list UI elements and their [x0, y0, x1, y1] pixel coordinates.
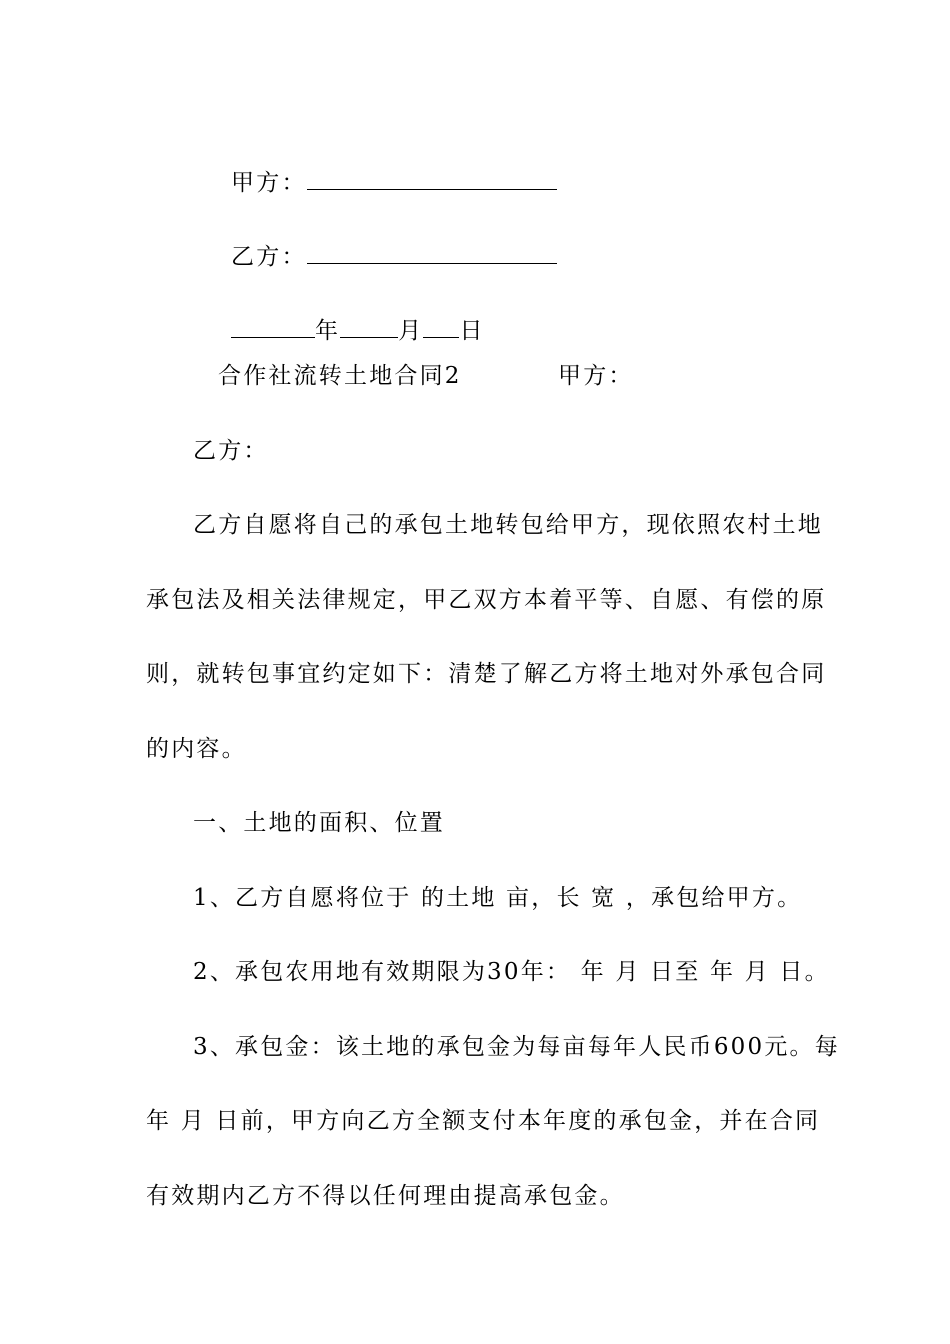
party-b-label: 乙方： — [231, 244, 307, 270]
section-heading: 一、土地的面积、位置 — [193, 810, 445, 836]
clause-2: 2、承包农用地有效期限为30年： 年 月 日至 年 月 日。 — [193, 959, 830, 985]
contract-party-b: 乙方： — [193, 438, 269, 464]
contract-title: 合作社流转土地合同2 — [218, 363, 462, 389]
party-a-label: 甲方： — [231, 170, 307, 196]
clause-3-line: 年 月 日前，甲方向乙方全额支付本年度的承包金，并在合同 — [146, 1108, 821, 1134]
date-day-label: 日 — [459, 318, 485, 344]
clause-1: 1、乙方自愿将位于 的土地 亩，长 宽 ，承包给甲方。 — [193, 885, 803, 911]
preamble-line: 承包法及相关法律规定，甲乙双方本着平等、自愿、有偿的原 — [146, 587, 827, 613]
clause-3-line: 有效期内乙方不得以任何理由提高承包金。 — [146, 1183, 625, 1209]
clause-3-line: 3、承包金：该土地的承包金为每亩每年人民币600元。每 — [193, 1034, 840, 1060]
party-b-blank — [307, 243, 557, 264]
day-blank — [423, 317, 459, 338]
date-month-label: 月 — [398, 318, 424, 344]
preamble-line: 乙方自愿将自己的承包土地转包给甲方，现依照农村土地 — [193, 512, 823, 538]
year-blank — [231, 317, 315, 338]
preamble-line: 的内容。 — [146, 736, 247, 762]
contract-party-a: 甲方： — [558, 363, 634, 389]
party-a-blank — [307, 169, 557, 190]
preamble-line: 则，就转包事宜约定如下：清楚了解乙方将土地对外承包合同 — [146, 661, 827, 687]
month-blank — [340, 317, 398, 338]
date-year-label: 年 — [315, 318, 341, 344]
